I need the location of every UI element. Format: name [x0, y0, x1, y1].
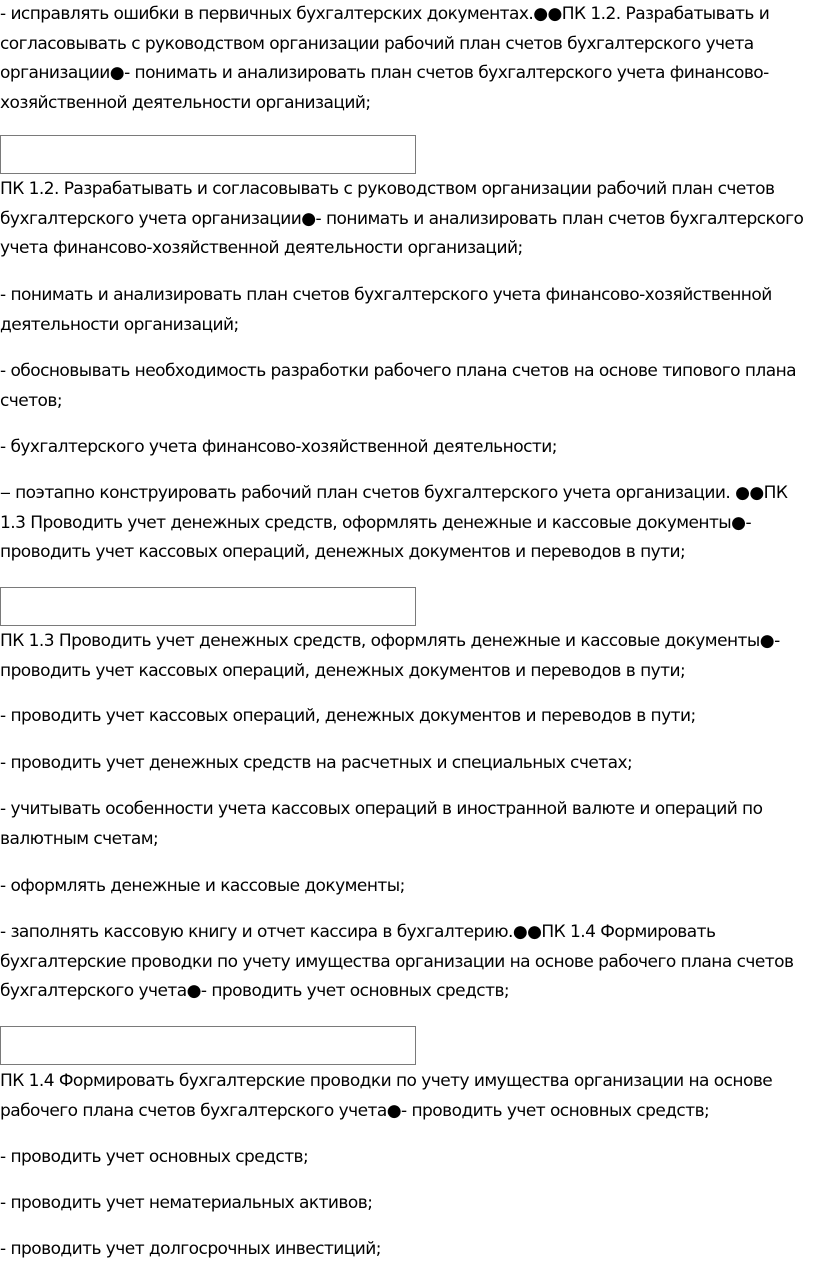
paragraph-5: - бухгалтерского учета финансово-хозяйственной деятельности;	[0, 437, 557, 457]
answer-field-3[interactable]	[0, 1026, 416, 1065]
paragraph-2: ПК 1.2. Разрабатывать и согласовывать с руководством организации рабочий план счетов бухгалтерского учета организации●- понимать и анализировать план счетов бухгалтерского учета финансово-хозяйственной деятельности организаций;	[0, 179, 804, 258]
paragraph-14: - проводить учет основных средств;	[0, 1147, 309, 1167]
paragraph-6: ‒ поэтапно конструировать рабочий план счетов бухгалтерского учета организации. ●●ПК 1.3 Проводить учет денежных средств, оформлять денежные и кассовые документы●- проводить учет кассовых операций, денежных документов и переводов в пути;	[0, 483, 788, 562]
paragraph-15: - проводить учет нематериальных активов;	[0, 1193, 373, 1213]
paragraph-11: - оформлять денежные и кассовые документы;	[0, 876, 405, 896]
paragraph-10: - учитывать особенности учета кассовых операций в иностранной валюте и операций по валютным счетам;	[0, 799, 763, 849]
paragraph-8: - проводить учет кассовых операций, денежных документов и переводов в пути;	[0, 706, 696, 726]
paragraph-7: ПК 1.3 Проводить учет денежных средств, оформлять денежные и кассовые документы●- проводить учет кассовых операций, денежных документов и переводов в пути;	[0, 631, 780, 681]
paragraph-13: ПК 1.4 Формировать бухгалтерские проводки по учету имущества организации на основе рабочего плана счетов бухгалтерского учета●- проводить учет основных средств;	[0, 1071, 773, 1121]
paragraph-4: - обосновывать необходимость разработки рабочего плана счетов на основе типового плана счетов;	[0, 361, 797, 411]
answer-field-2[interactable]	[0, 587, 416, 626]
paragraph-9: - проводить учет денежных средств на расчетных и специальных счетах;	[0, 753, 633, 773]
paragraph-1: - исправлять ошибки в первичных бухгалтерских документах.●●ПК 1.2. Разрабатывать и согласовывать с руководством организации рабочий план счетов бухгалтерского учета организации●- понимать и анализировать план счетов бухгалтерского учета финансово-хозяйственной деятельности организаций;	[0, 4, 770, 113]
paragraph-16: - проводить учет долгосрочных инвестиций;	[0, 1239, 381, 1259]
answer-field-1[interactable]	[0, 135, 416, 174]
paragraph-3: - понимать и анализировать план счетов бухгалтерского учета финансово-хозяйственной деятельности организаций;	[0, 285, 772, 335]
paragraph-12: - заполнять кассовую книгу и отчет кассира в бухгалтерию.●●ПК 1.4 Формировать бухгалтерские проводки по учету имущества организации на основе рабочего плана счетов бухгалтерского учета●- проводить учет основных средств;	[0, 922, 794, 1001]
